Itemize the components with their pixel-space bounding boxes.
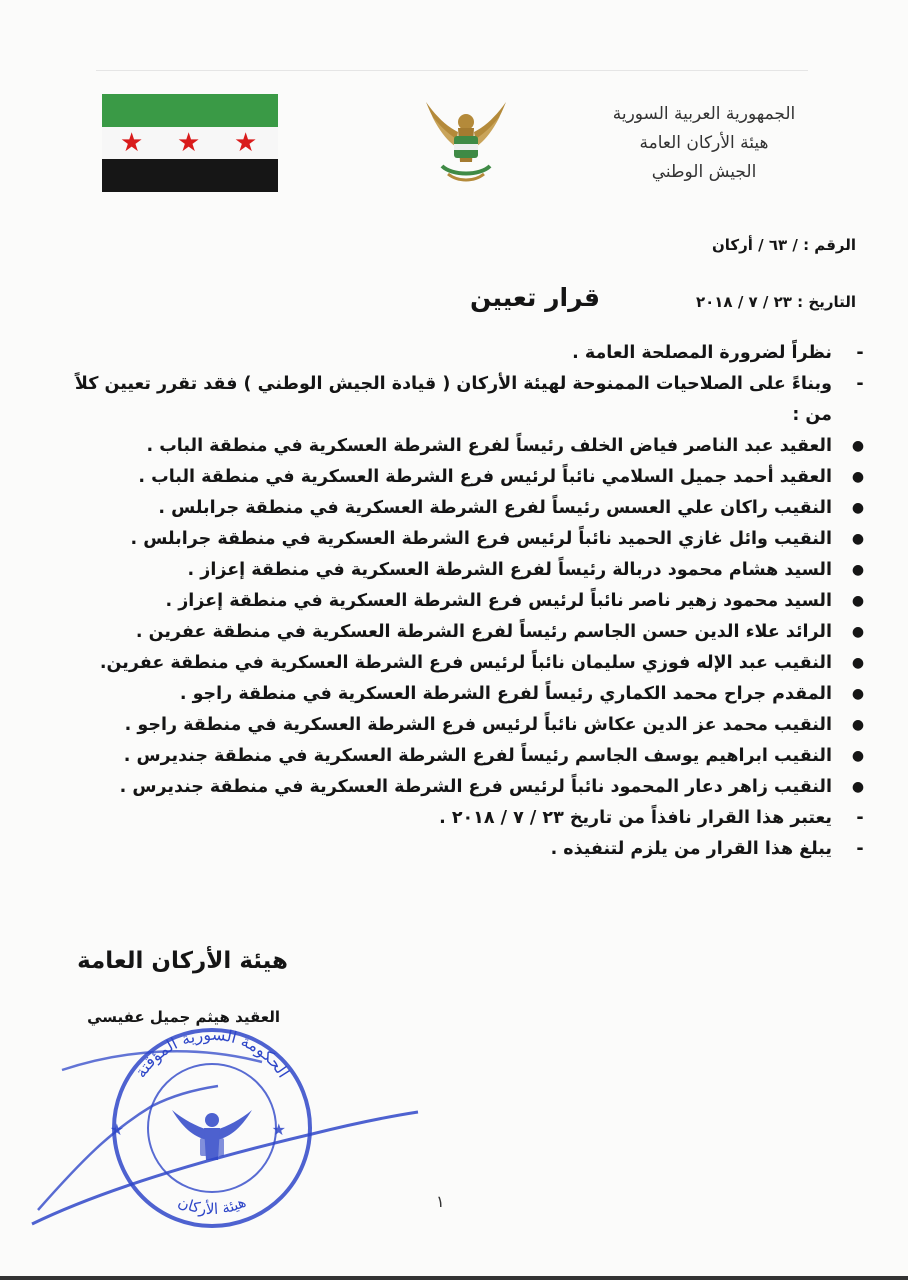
decision-line — [72, 710, 865, 741]
bullet-marker: ● — [851, 531, 865, 547]
bullet-marker: ● — [851, 562, 865, 578]
decision-line — [72, 741, 865, 772]
decision-line — [72, 493, 865, 524]
flag-green-band — [102, 94, 278, 127]
bottom-border — [0, 1276, 908, 1280]
bullet-marker: ● — [851, 624, 865, 640]
header-org-text — [574, 100, 834, 187]
decision-line-text: النقيب راكان علي العسس رئيساً لفرع الشرطة العسكرية في منطقة جرابلس . — [158, 498, 832, 518]
decision-line-text: المقدم جراح محمد الكماري رئيساً لفرع الشرطة العسكرية في منطقة راجو . — [179, 684, 832, 704]
decision-body — [72, 338, 865, 865]
document-title: قرار تعيين — [470, 283, 600, 312]
decision-line-text: نظراً لضرورة المصلحة العامة . — [572, 343, 832, 363]
decision-line-text: العقيد أحمد جميل السلامي نائباً لرئيس فرع الشرطة العسكرية في منطقة الباب . — [138, 467, 832, 487]
decision-line-text: يعتبر هذا القرار نافذاً من تاريخ ٢٣ / ٧ / ٢٠١٨ . — [439, 808, 832, 828]
dash-marker: - — [856, 808, 864, 828]
bullet-marker: ● — [851, 748, 865, 764]
bullet-marker: ● — [851, 593, 865, 609]
decision-line-text: وبناءً على الصلاحيات الممنوحة لهيئة الأركان ( قيادة الجيش الوطني ) فقد تقرر تعيين كلاً من : — [74, 374, 832, 425]
decision-line-text: النقيب عبد الإله فوزي سليمان نائباً لرئيس فرع الشرطة العسكرية في منطقة عفرين. — [99, 653, 832, 673]
decision-line — [72, 803, 864, 834]
bullet-marker: ● — [851, 438, 865, 454]
page-number: ١ — [436, 1192, 445, 1211]
bullet-marker: ● — [851, 779, 865, 795]
bullet-marker: ● — [851, 500, 865, 516]
stamp-bottom-text: هيئة الأركان — [175, 1192, 249, 1219]
eagle-emblem-icon — [412, 92, 520, 188]
decision-line — [72, 369, 864, 431]
svg-text:★: ★ — [109, 1120, 124, 1139]
decision-line — [72, 648, 865, 679]
decision-line — [72, 586, 865, 617]
decision-line — [72, 524, 865, 555]
decision-line — [72, 772, 865, 803]
decision-line — [72, 431, 865, 462]
svg-text:★: ★ — [271, 1120, 286, 1139]
decision-line-text: السيد محمود زهير ناصر نائباً لرئيس فرع الشرطة العسكرية في منطقة إعزاز . — [165, 591, 832, 611]
decision-line-text: النقيب محمد عز الدين عكاش نائباً لرئيس فرع الشرطة العسكرية في منطقة راجو . — [124, 715, 832, 735]
bullet-marker: ● — [851, 686, 865, 702]
decision-line — [72, 555, 865, 586]
dash-marker: - — [856, 374, 864, 394]
decision-line-text: النقيب وائل غازي الحميد نائباً لرئيس فرع الشرطة العسكرية في منطقة جرابلس . — [130, 529, 832, 549]
decision-line-text: الرائد علاء الدين حسن الجاسم رئيساً لفرع الشرطة العسكرية في منطقة عفرين . — [135, 622, 832, 642]
bullet-marker: ● — [851, 655, 865, 671]
decision-line — [72, 679, 865, 710]
star-icon: ★ — [120, 128, 144, 158]
decision-line-text: النقيب ابراهيم يوسف الجاسم رئيساً لفرع الشرطة العسكرية في منطقة جنديرس . — [123, 746, 832, 766]
star-icon: ★ — [177, 128, 201, 158]
signatory-name: العقيد هيثم جميل عفيسي — [87, 1008, 280, 1026]
header-staff: هيئة الأركان العامة — [639, 133, 769, 153]
document-date: التاريخ : ٢٣ / ٧ / ٢٠١٨ — [695, 293, 856, 311]
dash-marker: - — [856, 343, 864, 363]
dash-marker: - — [856, 839, 864, 859]
flag-black-band — [102, 159, 278, 192]
syrian-revolution-flag-icon — [102, 94, 278, 192]
flag-white-band — [102, 127, 278, 159]
top-rule — [96, 70, 808, 71]
stamp-top-text: الحكومة السورية المؤقتة — [130, 1024, 294, 1082]
decision-line-text: السيد هشام محمود دربالة رئيساً لفرع الشرطة العسكرية في منطقة إعزاز . — [187, 560, 832, 580]
header-country: الجمهورية العربية السورية — [612, 104, 796, 124]
signature-org: هيئة الأركان العامة — [77, 948, 288, 974]
decision-line-text: العقيد عبد الناصر فياض الخلف رئيساً لفرع الشرطة العسكرية في منطقة الباب . — [146, 436, 832, 456]
reference-number: الرقم : / ٦٣ / أركان — [711, 236, 856, 254]
official-stamp-icon — [22, 1010, 422, 1250]
bullet-marker: ● — [851, 469, 865, 485]
bullet-marker: ● — [851, 717, 865, 733]
decision-line — [72, 338, 864, 369]
decision-line — [72, 834, 864, 865]
star-icon: ★ — [234, 128, 258, 158]
decision-line-text: النقيب زاهر دعار المحمود نائباً لرئيس فرع الشرطة العسكرية في منطقة جنديرس . — [119, 777, 832, 797]
decision-line-text: يبلغ هذا القرار من يلزم لتنفيذه . — [550, 839, 832, 859]
decision-line — [72, 617, 865, 648]
header-army: الجيش الوطني — [651, 162, 757, 182]
decision-line — [72, 462, 865, 493]
